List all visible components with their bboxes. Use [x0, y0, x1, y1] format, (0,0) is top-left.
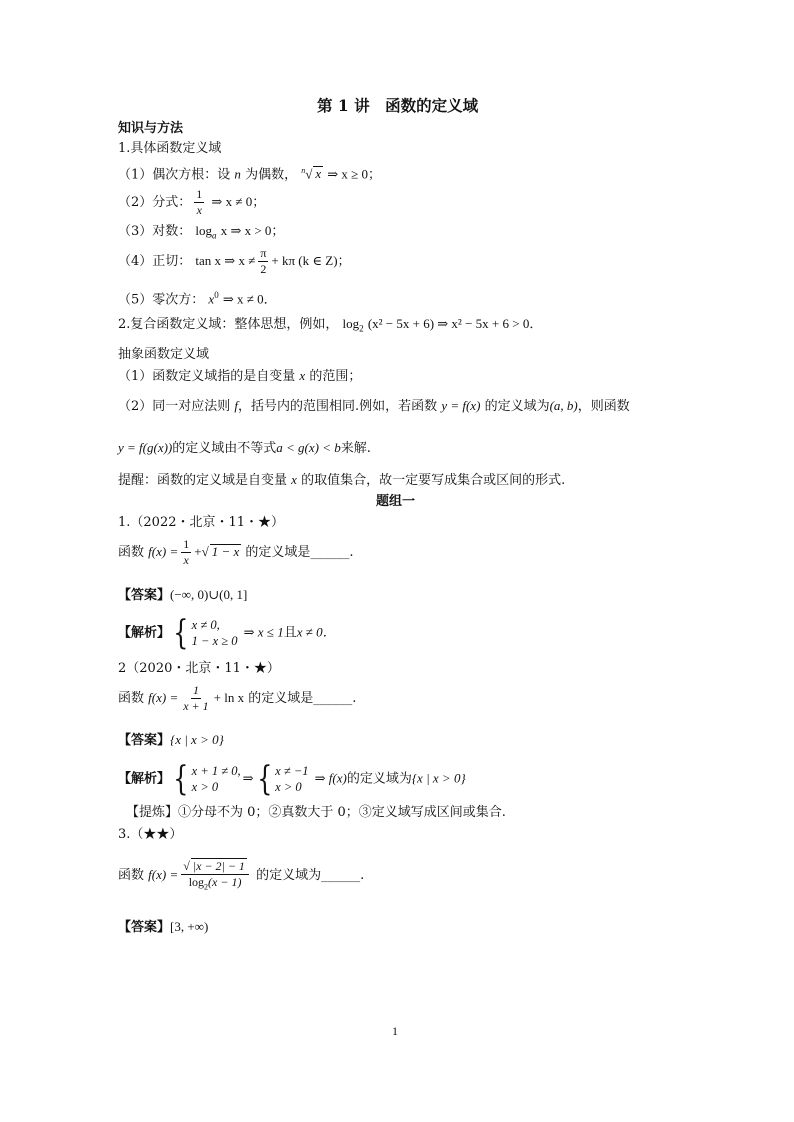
rule-tangent — [118, 245, 351, 278]
point-text: （1）函数定义域指的是自变量 — [118, 369, 296, 384]
group-title: 题组一 — [376, 494, 416, 509]
rule-result: x ⇒ x > 0； — [220, 223, 285, 238]
denominator: x — [183, 553, 189, 567]
question-text: 的定义域为______. — [256, 868, 365, 883]
question-text: 函数 — [118, 691, 145, 706]
exponent: 0 — [214, 290, 219, 300]
math-log: log — [195, 223, 213, 238]
system-row: x > 0 — [191, 780, 219, 794]
point-text: 的范围； — [309, 369, 362, 384]
rule-even-root — [118, 162, 381, 184]
reminder-text: 提醒：函数的定义域是自变量 — [118, 473, 288, 488]
denominator: x + 1 — [183, 699, 209, 713]
problem-1-question — [118, 537, 354, 568]
problem-2-answer — [118, 731, 224, 750]
rule-label: （2）分式： — [118, 195, 192, 210]
radicand: |x − 2| − 1 — [192, 858, 245, 873]
section-label: 2.复合函数定义域：整体思想，例如， — [118, 317, 339, 332]
implies-arrow: ⇒ — [242, 770, 254, 786]
fraction — [258, 247, 268, 276]
rule-zero-power — [118, 286, 277, 309]
rule-label: （1）偶次方根：设 — [118, 167, 231, 183]
numerator: 1 — [183, 537, 190, 551]
rule-result: ⇒ x ≠ 0． — [222, 291, 277, 307]
section-composite-domain — [118, 315, 542, 338]
left-brace-icon: { — [173, 759, 189, 799]
abstract-point-2 — [118, 397, 630, 416]
math-function: f(x) = — [148, 544, 179, 559]
numerator: π — [260, 246, 267, 260]
math-var: x — [208, 291, 215, 307]
page-number: 1 — [392, 1024, 398, 1038]
radical-sign: √ — [201, 544, 209, 559]
left-brace-icon: { — [173, 613, 189, 653]
abstract-point-2-cont — [118, 439, 371, 458]
answer-tag: 【答案】 — [118, 920, 171, 935]
problem-3-header: 3.（★★） — [118, 827, 183, 842]
system-row: x ≠ 0, — [191, 618, 220, 632]
question-text: 的定义域是______. — [248, 691, 357, 706]
point-text: ，则函数 — [577, 399, 630, 414]
equation-system — [170, 613, 238, 653]
point-text: 来解. — [340, 441, 371, 456]
system-rows — [275, 763, 308, 795]
answer-value: (−∞, 0)∪(0, 1] — [170, 587, 248, 602]
point-text: ，括号内的范围相同.例如，若函数 — [238, 399, 438, 414]
denominator: x — [196, 203, 202, 217]
math-op: + ln x — [213, 690, 245, 705]
radical-sign: √ — [183, 858, 190, 873]
solution-text: 的定义域为 — [346, 771, 412, 787]
system-row: 1 − x ≥ 0 — [191, 634, 238, 648]
problem-1-header: 1.（2022・北京・11・★） — [118, 515, 285, 530]
radicand: x — [315, 166, 322, 182]
radicand: 1 − x — [211, 544, 240, 559]
math-op: + — [194, 544, 202, 559]
system-rows — [192, 617, 238, 649]
math-var: n — [234, 166, 241, 182]
numerator: 1 — [192, 683, 199, 697]
radical-sign: √ — [305, 166, 313, 182]
answer-tag: 【答案】 — [118, 588, 171, 603]
solution-result: ⇒ f(x) — [314, 770, 347, 786]
math-var: f — [234, 398, 239, 413]
fraction — [194, 188, 204, 217]
solution-tag: 【解析】 — [118, 625, 171, 641]
solution-tag: 【解析】 — [118, 771, 171, 787]
solution-result: {x | x > 0} — [411, 770, 466, 786]
math-function: y = f(x) — [441, 398, 481, 413]
system-row: x + 1 ≠ 0, — [191, 764, 241, 778]
log-argument: (x − 1) — [208, 874, 242, 889]
section-specific-domain: 1.具体函数定义域 — [118, 141, 222, 156]
math-expr: tan x ⇒ x ≠ — [195, 253, 256, 268]
math-log: log — [188, 874, 205, 889]
equation-system — [254, 759, 309, 799]
reminder — [118, 471, 565, 490]
solution-result: x ≠ 0． — [296, 624, 336, 640]
left-brace-icon: { — [256, 759, 272, 799]
math-function: y = f(g(x)) — [118, 440, 173, 455]
math-var: x — [291, 472, 297, 487]
point-text: 的定义域由不等式 — [172, 441, 277, 456]
problem-2-solution — [118, 759, 466, 799]
fraction — [181, 538, 191, 567]
rule-label: （3）对数： — [118, 224, 192, 239]
math-log: log — [342, 316, 360, 331]
log-base: 2 — [359, 323, 364, 334]
question-text: 的定义域是______. — [245, 545, 354, 560]
question-text: 函数 — [118, 868, 145, 883]
system-row: x > 0 — [275, 780, 302, 794]
section-heading-knowledge: 知识与方法 — [118, 121, 184, 136]
rule-label: （4）正切： — [118, 254, 192, 269]
problem-2-tip: 【提炼】①分母不为 0；②真数大于 0；③定义域写成区间或集合. — [126, 805, 506, 820]
rule-result: ⇒ x ≥ 0； — [327, 166, 382, 182]
point-text: 的定义域为 — [484, 399, 550, 414]
rule-log — [118, 222, 284, 245]
system-rows — [192, 763, 241, 795]
section-abstract-domain: 抽象函数定义域 — [118, 347, 210, 362]
reminder-text: 的取值集合，故一定要写成集合或区间的形式. — [301, 473, 566, 488]
log-base: a — [212, 230, 217, 241]
rule-fraction — [118, 187, 265, 218]
section-result: (x² − 5x + 6) ⇒ x² − 5x + 6 > 0． — [367, 316, 543, 331]
problem-1-solution — [118, 613, 336, 653]
rule-result: ⇒ x ≠ 0； — [211, 194, 266, 209]
answer-tag: 【答案】 — [118, 733, 171, 748]
rule-text: 为偶数， — [245, 167, 298, 183]
abstract-point-1 — [118, 367, 361, 386]
answer-value: [3, +∞) — [170, 919, 209, 934]
solution-result: ⇒ x ≤ 1 — [243, 624, 284, 640]
denominator: 2 — [260, 262, 267, 276]
problem-3-answer — [118, 918, 208, 937]
page-title: 第 1 讲 函数的定义域 — [317, 96, 479, 115]
log-base: 2 — [204, 882, 209, 892]
equation-system — [170, 759, 241, 799]
problem-2-question — [118, 683, 356, 714]
solution-text: 且 — [283, 625, 297, 641]
rule-result: + kπ (k ∈ Z)； — [271, 253, 351, 268]
question-text: 函数 — [118, 545, 145, 560]
point-text: （2）同一对应法则 — [118, 399, 231, 414]
problem-3-question — [118, 853, 364, 898]
fraction — [181, 858, 249, 893]
fraction — [181, 684, 210, 713]
denominator — [187, 875, 244, 893]
math-function: f(x) = — [148, 690, 179, 705]
math-interval: (a, b) — [549, 398, 578, 413]
numerator — [181, 858, 249, 875]
math-function: f(x) = — [148, 867, 179, 882]
math-var: x — [299, 368, 306, 383]
rule-label: （5）零次方： — [118, 292, 205, 308]
problem-2-header: 2（2020・北京・11・★） — [118, 661, 280, 676]
system-row: x ≠ −1 — [275, 764, 309, 778]
root-index: n — [301, 166, 306, 175]
answer-value: {x | x > 0} — [170, 732, 224, 747]
math-inequality: a < g(x) < b — [276, 440, 341, 455]
problem-1-answer — [118, 586, 247, 605]
numerator: 1 — [196, 187, 203, 201]
